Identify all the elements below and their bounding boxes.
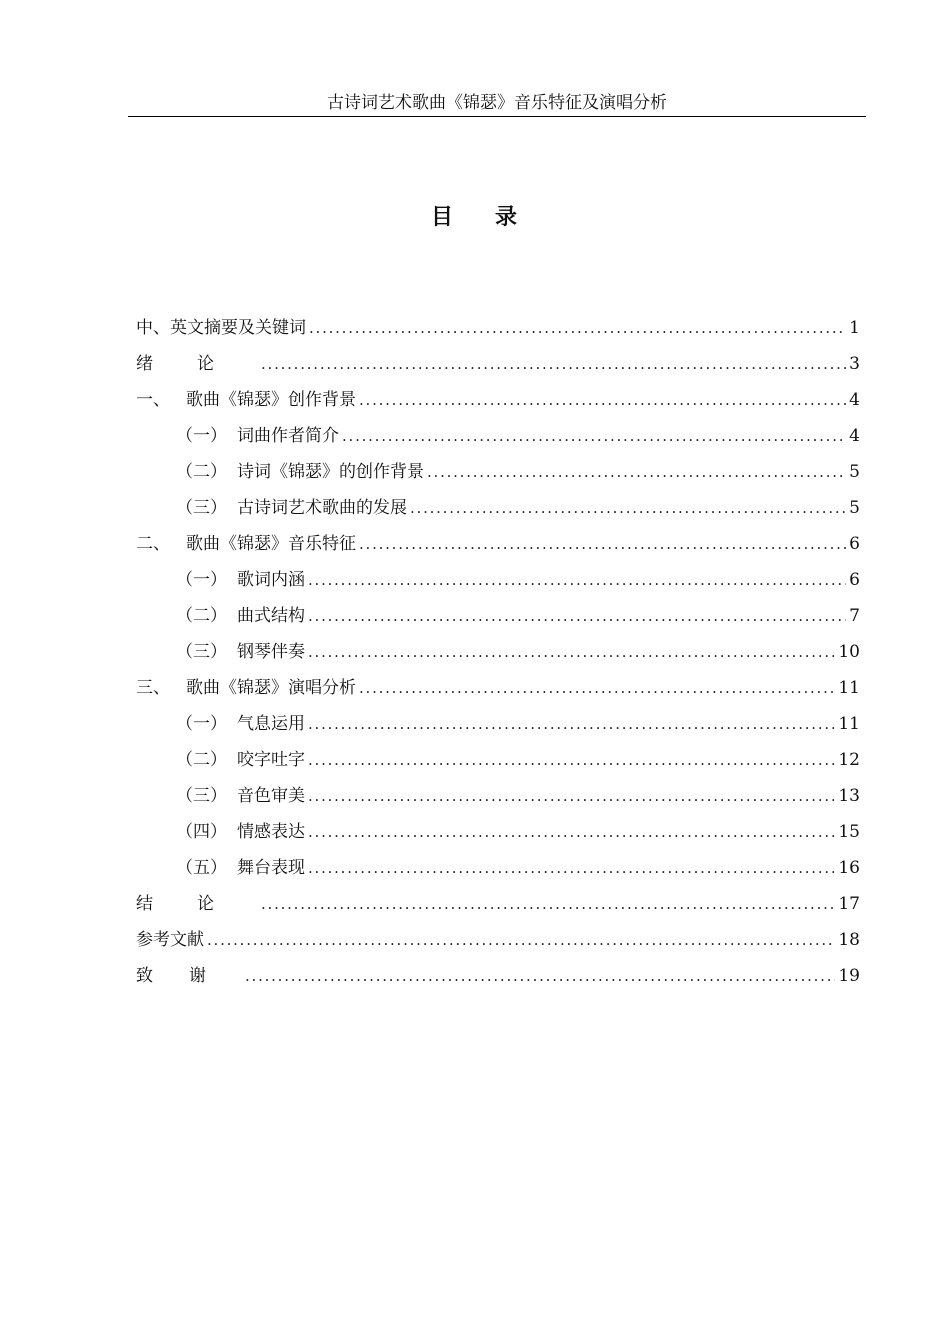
toc-entry-page: 10 <box>838 642 860 662</box>
dot-leader <box>410 495 846 521</box>
toc-entry-text: 中、英文摘要及关键词 <box>136 318 306 338</box>
page-title-left: 目 <box>430 204 455 230</box>
toc-entry-text: 绪论 <box>136 354 258 374</box>
dot-leader <box>308 639 835 665</box>
toc-entry-text: 曲式结构 <box>237 606 305 626</box>
dot-leader <box>308 783 835 809</box>
toc-entry-page: 1 <box>849 318 860 338</box>
dot-leader <box>308 711 835 737</box>
toc-entry-page: 17 <box>838 894 860 914</box>
dot-leader <box>359 531 846 557</box>
toc-entry-page: 7 <box>849 606 860 626</box>
toc-entry-page: 6 <box>849 534 860 554</box>
dot-leader <box>308 603 846 629</box>
toc-entry-text: 歌曲《锦瑟》演唱分析 <box>186 678 356 698</box>
toc-entry-text: 咬字吐字 <box>237 750 305 770</box>
table-of-contents <box>136 315 860 999</box>
toc-entry-text: 情感表达 <box>237 822 305 842</box>
toc-entry-section-2-2[interactable] <box>136 603 860 639</box>
toc-entry-text: 古诗词艺术歌曲的发展 <box>237 498 407 518</box>
toc-entry-number: （五） <box>176 858 227 878</box>
toc-entry-section-3-5[interactable] <box>136 855 860 891</box>
dot-leader <box>308 819 835 845</box>
toc-entry-number: （一） <box>176 714 227 734</box>
toc-entry-chapter-1[interactable] <box>136 387 860 423</box>
toc-entry-text: 气息运用 <box>237 714 305 734</box>
toc-entry-text: 歌曲《锦瑟》音乐特征 <box>186 534 356 554</box>
toc-entry-text: 词曲作者简介 <box>237 426 339 446</box>
toc-entry-number: （二） <box>176 606 227 626</box>
toc-entry-text: 诗词《锦瑟》的创作背景 <box>237 462 424 482</box>
toc-entry-text: 钢琴伴奏 <box>237 642 305 662</box>
toc-entry-text: 参考文献 <box>136 930 204 950</box>
toc-entry-acknowledgements[interactable] <box>136 963 860 999</box>
toc-entry-section-3-4[interactable] <box>136 819 860 855</box>
toc-entry-text: 歌词内涵 <box>237 570 305 590</box>
dot-leader <box>309 315 846 341</box>
toc-entry-number: （三） <box>176 642 227 662</box>
toc-entry-number: （一） <box>176 570 227 590</box>
toc-entry-number: （四） <box>176 822 227 842</box>
toc-entry-text: 音色审美 <box>237 786 305 806</box>
dot-leader <box>427 459 846 485</box>
toc-entry-page: 4 <box>849 390 860 410</box>
toc-entry-page: 18 <box>838 930 860 950</box>
toc-entry-number: 一、 <box>136 390 170 410</box>
dot-leader <box>359 675 835 701</box>
toc-entry-conclusion[interactable] <box>136 891 860 927</box>
toc-entry-number: 二、 <box>136 534 170 554</box>
toc-entry-section-3-3[interactable] <box>136 783 860 819</box>
toc-entry-section-1-1[interactable] <box>136 423 860 459</box>
dot-leader <box>308 855 835 881</box>
toc-entry-number: （三） <box>176 498 227 518</box>
dot-leader <box>245 963 835 989</box>
running-header: 古诗词艺术歌曲《锦瑟》音乐特征及演唱分析 <box>128 92 866 117</box>
toc-entry-page: 11 <box>838 678 860 698</box>
toc-entry-number: （一） <box>176 426 227 446</box>
toc-entry-number: （二） <box>176 750 227 770</box>
toc-entry-page: 5 <box>849 498 860 518</box>
dot-leader <box>308 747 835 773</box>
toc-entry-section-1-3[interactable] <box>136 495 860 531</box>
toc-entry-page: 3 <box>849 354 860 374</box>
toc-entry-page: 6 <box>849 570 860 590</box>
toc-entry-page: 19 <box>838 966 860 986</box>
toc-entry-section-1-2[interactable] <box>136 459 860 495</box>
toc-entry-abstract[interactable] <box>136 315 860 351</box>
toc-entry-text: 结论 <box>136 894 258 914</box>
toc-entry-page: 5 <box>849 462 860 482</box>
toc-entry-number: 三、 <box>136 678 170 698</box>
dot-leader <box>261 351 846 377</box>
toc-entry-section-2-3[interactable] <box>136 639 860 675</box>
page-title-right: 录 <box>495 204 520 230</box>
dot-leader <box>342 423 846 449</box>
toc-entry-text: 舞台表现 <box>237 858 305 878</box>
toc-entry-number: （三） <box>176 786 227 806</box>
toc-entry-section-3-2[interactable] <box>136 747 860 783</box>
toc-entry-page: 11 <box>838 714 860 734</box>
toc-entry-references[interactable] <box>136 927 860 963</box>
dot-leader <box>359 387 846 413</box>
toc-entry-chapter-2[interactable] <box>136 531 860 567</box>
toc-entry-text: 歌曲《锦瑟》创作背景 <box>186 390 356 410</box>
toc-entry-page: 13 <box>838 786 860 806</box>
toc-entry-page: 16 <box>838 858 860 878</box>
toc-entry-section-2-1[interactable] <box>136 567 860 603</box>
dot-leader <box>207 927 835 953</box>
toc-entry-page: 4 <box>849 426 860 446</box>
page-title <box>0 200 950 231</box>
dot-leader <box>308 567 846 593</box>
toc-entry-number: （二） <box>176 462 227 482</box>
toc-entry-section-3-1[interactable] <box>136 711 860 747</box>
dot-leader <box>261 891 835 917</box>
toc-entry-page: 12 <box>838 750 860 770</box>
toc-entry-chapter-3[interactable] <box>136 675 860 711</box>
toc-entry-text: 致谢 <box>136 966 242 986</box>
toc-entry-introduction[interactable] <box>136 351 860 387</box>
toc-entry-page: 15 <box>838 822 860 842</box>
